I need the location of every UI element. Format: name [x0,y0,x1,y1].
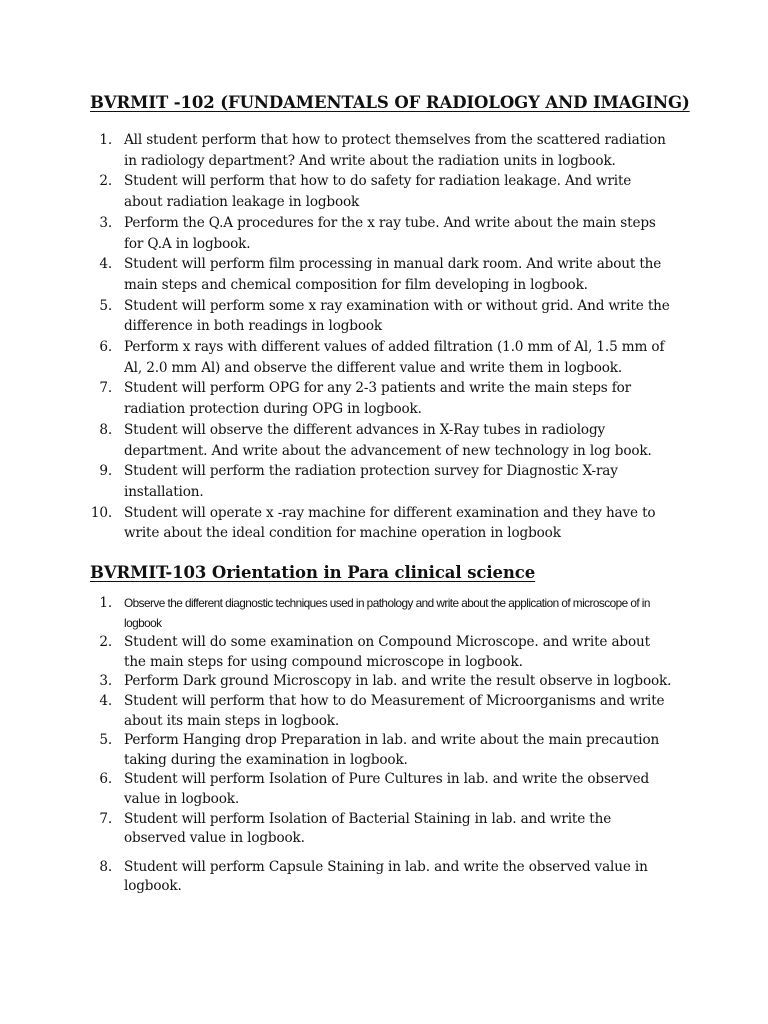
item-number: 4. [99,692,112,709]
item-number: 1. [99,595,112,611]
list-item [0,594,768,633]
list-item [0,213,768,254]
item-number: 8. [99,858,112,875]
item-text: Perform Dark ground Microscopy in lab. and write the result observe in logbook. [124,673,672,690]
item-text: Perform Hanging drop Preparation in lab. and write about the main precaution taking during the examination in logbook. [124,732,660,768]
item-text: Student will do some examination on Compound Microscope. and write about the main steps for using compound microscope in logbook. [124,634,650,670]
item-text: Student will perform OPG for any 2-3 patients and write the main steps for radiation protection during OPG in logbook. [124,380,632,418]
item-text: All student perform that how to protect themselves from the scattered radiation in radiology department? And write about the radiation units in logbook. [124,132,666,169]
item-number: 5. [99,297,112,314]
item-text: Perform the Q.A procedures for the x ray tube. And write about the main steps for Q.A in logbook. [124,214,656,252]
item-text: Student will perform Capsule Staining in lab. and write the observed value in logbook. [124,858,648,895]
item-number: 10. [90,504,112,521]
section-1-list [0,130,768,544]
item-text: Student will perform that how to do Measurement of Microorganisms and write about its main steps in logbook. [124,692,665,729]
list-item [0,810,768,849]
list-item [0,296,768,337]
list-item [0,171,768,212]
list-item [0,378,768,419]
item-number: 7. [99,810,112,827]
item-number: 1. [99,132,112,148]
item-text: Student will perform that how to do safety for radiation leakage. And write about radiation leakage in logbook [124,173,632,211]
list-item [0,254,768,295]
item-text: Student will perform Isolation of Pure Cultures in lab. and write the observed value in logbook. [124,771,650,807]
item-text: Student will perform Isolation of Bacterial Staining in lab. and write the observed value in logbook. [124,810,612,847]
item-text: Student will operate x -ray machine for different examination and they have to write about the ideal condition for machine operation in logbook [124,504,656,542]
item-text: Student will perform the radiation protection survey for Diagnostic X-ray installation. [124,463,618,500]
section-2-list [0,594,768,897]
list-item [0,672,768,692]
item-number: 9. [99,463,112,480]
section-heading-bvrmit-103: BVRMIT-103 Orientation in Para clinical science [90,563,536,582]
item-number: 6. [99,771,112,788]
list-item [0,731,768,770]
list-item [0,420,768,461]
item-number: 3. [99,673,112,690]
list-item [0,461,768,502]
list-item [0,337,768,378]
item-number: 4. [99,256,112,273]
list-item [0,633,768,672]
item-number: 5. [99,732,112,749]
item-number: 3. [99,214,112,231]
item-text: Perform x rays with different values of added filtration (1.0 mm of Al, 1.5 mm of Al, 2.0 mm Al) and observe the different value and write them in logbook. [124,339,665,376]
item-number: 6. [99,339,112,356]
item-number: 2. [99,173,112,190]
list-item [0,858,768,897]
item-number: 8. [99,421,112,438]
list-item [0,130,768,171]
item-text: Student will observe the different advances in X-Ray tubes in radiology department. And write about the advancement of new technology in log book. [124,421,652,459]
list-item [0,692,768,731]
item-number: 2. [99,634,112,651]
item-text: Observe the different diagnostic techniques used in pathology and write about the application of microscope of in logbook [124,596,650,630]
item-text: Student will perform film processing in manual dark room. And write about the main steps and chemical composition for film developing in logbook. [124,256,662,293]
item-text: Student will perform some x ray examination with or without grid. And write the difference in both readings in logbook [124,297,670,335]
item-number: 7. [99,380,112,397]
section-heading-bvrmit-102: BVRMIT -102 (FUNDAMENTALS OF RADIOLOGY AND IMAGING) [90,93,690,112]
list-item [0,503,768,544]
list-item [0,770,768,809]
